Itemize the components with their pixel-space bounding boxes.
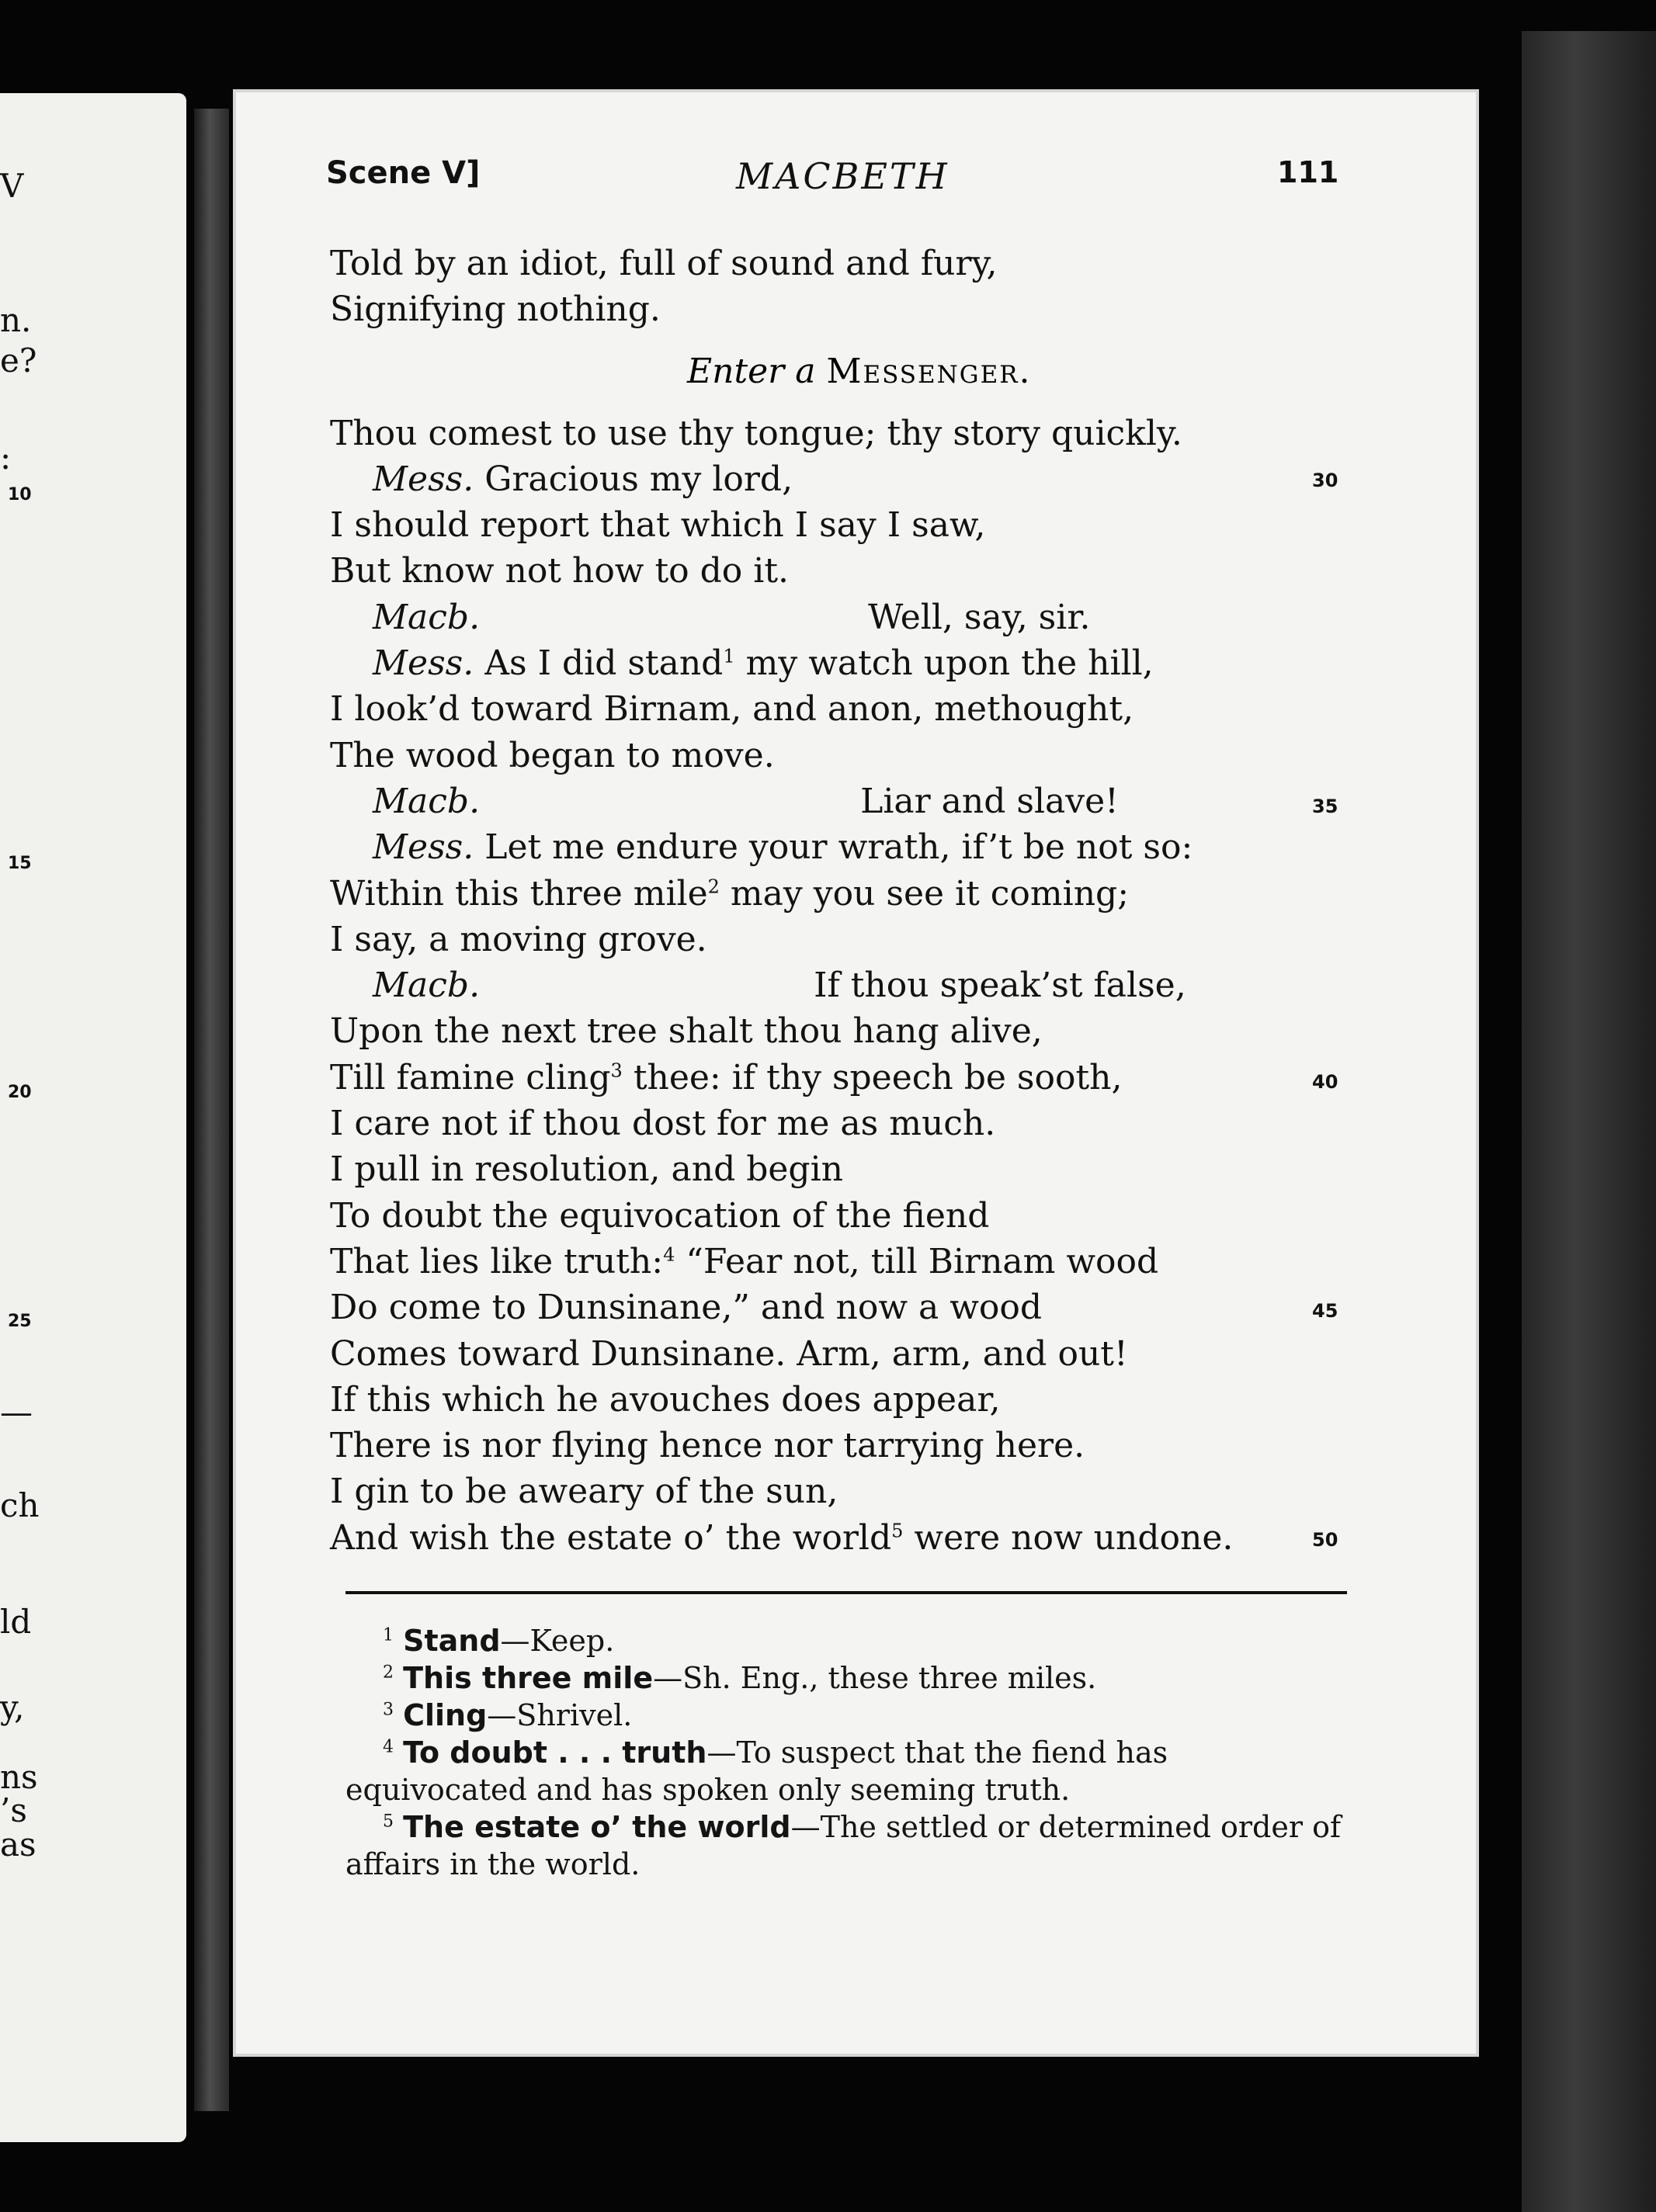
verse-line: I pull in resolution, and begin [330, 1149, 844, 1190]
verse-line: I gin to be aweary of the sun, [330, 1472, 838, 1512]
facing-page-fragment: ch [0, 1486, 40, 1524]
verse-line: Comes toward Dunsinane. Arm, arm, and out! [330, 1333, 1128, 1374]
verse-line: But know not how to do it. [330, 551, 789, 591]
footnote: $^3$ Cling—Shrivel. [383, 1698, 633, 1732]
speaker-name: Mess. [373, 643, 474, 684]
play-title: MACBETH [736, 155, 950, 197]
speaker-name: Macb. [373, 966, 481, 1006]
verse-line: Macb. If thou speak’st false, [373, 966, 1186, 1006]
page-number: 111 [1277, 155, 1339, 189]
speaker-name: Macb. [373, 781, 481, 821]
line-number: 35 [1312, 796, 1338, 817]
verse-line: There is nor flying hence nor tarrying here. [330, 1426, 1085, 1466]
verse-line: Thou comest to use thy tongue; thy story quickly. [330, 413, 1182, 453]
facing-page-fragment: e? [0, 342, 37, 380]
footnote-ref: 2 [707, 875, 720, 897]
facing-page-fragment: y, [0, 1688, 25, 1726]
book-cover-edge [1522, 31, 1656, 2212]
verse-line: If this which he avouches does appear, [330, 1379, 1001, 1420]
footnote-divider [345, 1591, 1347, 1594]
line-number: 30 [1312, 470, 1338, 491]
footnote-ref: 3 [610, 1059, 623, 1082]
verse-block [330, 241, 1417, 1561]
verse-line: Till famine cling$^3$ thee: if thy speech be sooth, [330, 1057, 1123, 1097]
facing-page-line-number: 15 [8, 854, 32, 873]
footnote-ref: 1 [723, 645, 735, 667]
speaker-name: Mess. [373, 459, 474, 499]
verse-line: Signifying nothing. [330, 290, 661, 330]
verse-line: I care not if thou dost for me as much. [330, 1104, 996, 1144]
stage-direction: Enter a Messenger. [687, 351, 1032, 391]
verse-line: Macb. Well, say, sir. [373, 597, 1091, 637]
running-header [233, 155, 1479, 202]
verse-line: Do come to Dunsinane,” and now a wood [330, 1288, 1043, 1328]
facing-page-fragment: ns [0, 1758, 38, 1796]
verse-line: Upon the next tree shalt thou hang alive, [330, 1011, 1043, 1052]
verse-line: I look’d toward Birnam, and anon, methought, [330, 689, 1134, 730]
verse-line: That lies like truth:$^4$ “Fear not, till Birnam wood [330, 1241, 1159, 1281]
footnote: $^2$ This three mile—Sh. Eng., these three miles. [383, 1661, 1097, 1695]
verse-line: And wish the estate o’ the world$^5$ were now undone. [330, 1517, 1234, 1558]
facing-page-line-number: 20 [8, 1083, 32, 1102]
verse-line: I should report that which I say I saw, [330, 505, 986, 546]
footnote-ref: 5 [891, 1520, 904, 1542]
verse-line: Mess. As I did stand$^1$ my watch upon the hill, [373, 643, 1154, 684]
line-number: 40 [1312, 1071, 1338, 1093]
book-page [233, 89, 1479, 2057]
line-number: 50 [1312, 1529, 1338, 1551]
verse-line: The wood began to move. [330, 735, 775, 775]
footnotes [345, 1622, 1355, 1883]
verse-line: Told by an idiot, full of sound and fury, [330, 244, 998, 283]
verse-line: I say, a moving grove. [330, 919, 707, 959]
facing-page [0, 93, 186, 2142]
book-gutter [194, 109, 229, 2111]
facing-page-fragment: V [0, 167, 24, 205]
facing-page-fragment: n. [0, 301, 32, 339]
footnote: $^1$ Stand—Keep. [383, 1624, 615, 1658]
speaker-name: Mess. [373, 827, 474, 868]
verse-line: Mess. Gracious my lord, [373, 459, 793, 499]
facing-page-line-number: 25 [8, 1312, 32, 1331]
facing-page-fragment: as [0, 1825, 36, 1864]
facing-page-fragment: : [0, 439, 12, 477]
footnote: $^5$ The estate o’ the world—The settled or determined order of affairs in the world. [345, 1810, 1342, 1881]
facing-page-fragment: ’s [0, 1791, 27, 1829]
facing-page-line-number: 10 [8, 485, 32, 504]
scene-label: Scene V] [326, 155, 481, 191]
line-number: 45 [1312, 1300, 1338, 1322]
facing-page-fragment: — [0, 1393, 33, 1431]
speaker-name: Macb. [373, 597, 481, 637]
verse-line: Macb. Liar and slave! [373, 781, 1119, 821]
verse-line: Mess. Let me endure your wrath, if’t be not so: [373, 827, 1193, 868]
facing-page-fragment: ld [0, 1603, 32, 1641]
verse-line: Within this three mile$^2$ may you see it coming; [330, 873, 1130, 914]
footnote: $^4$ To doubt . . . truth—To suspect that the fiend has equivocated and has spoken only seeming truth. [345, 1735, 1168, 1807]
verse-line: To doubt the equivocation of the fiend [330, 1195, 990, 1236]
footnote-ref: 4 [663, 1243, 675, 1266]
